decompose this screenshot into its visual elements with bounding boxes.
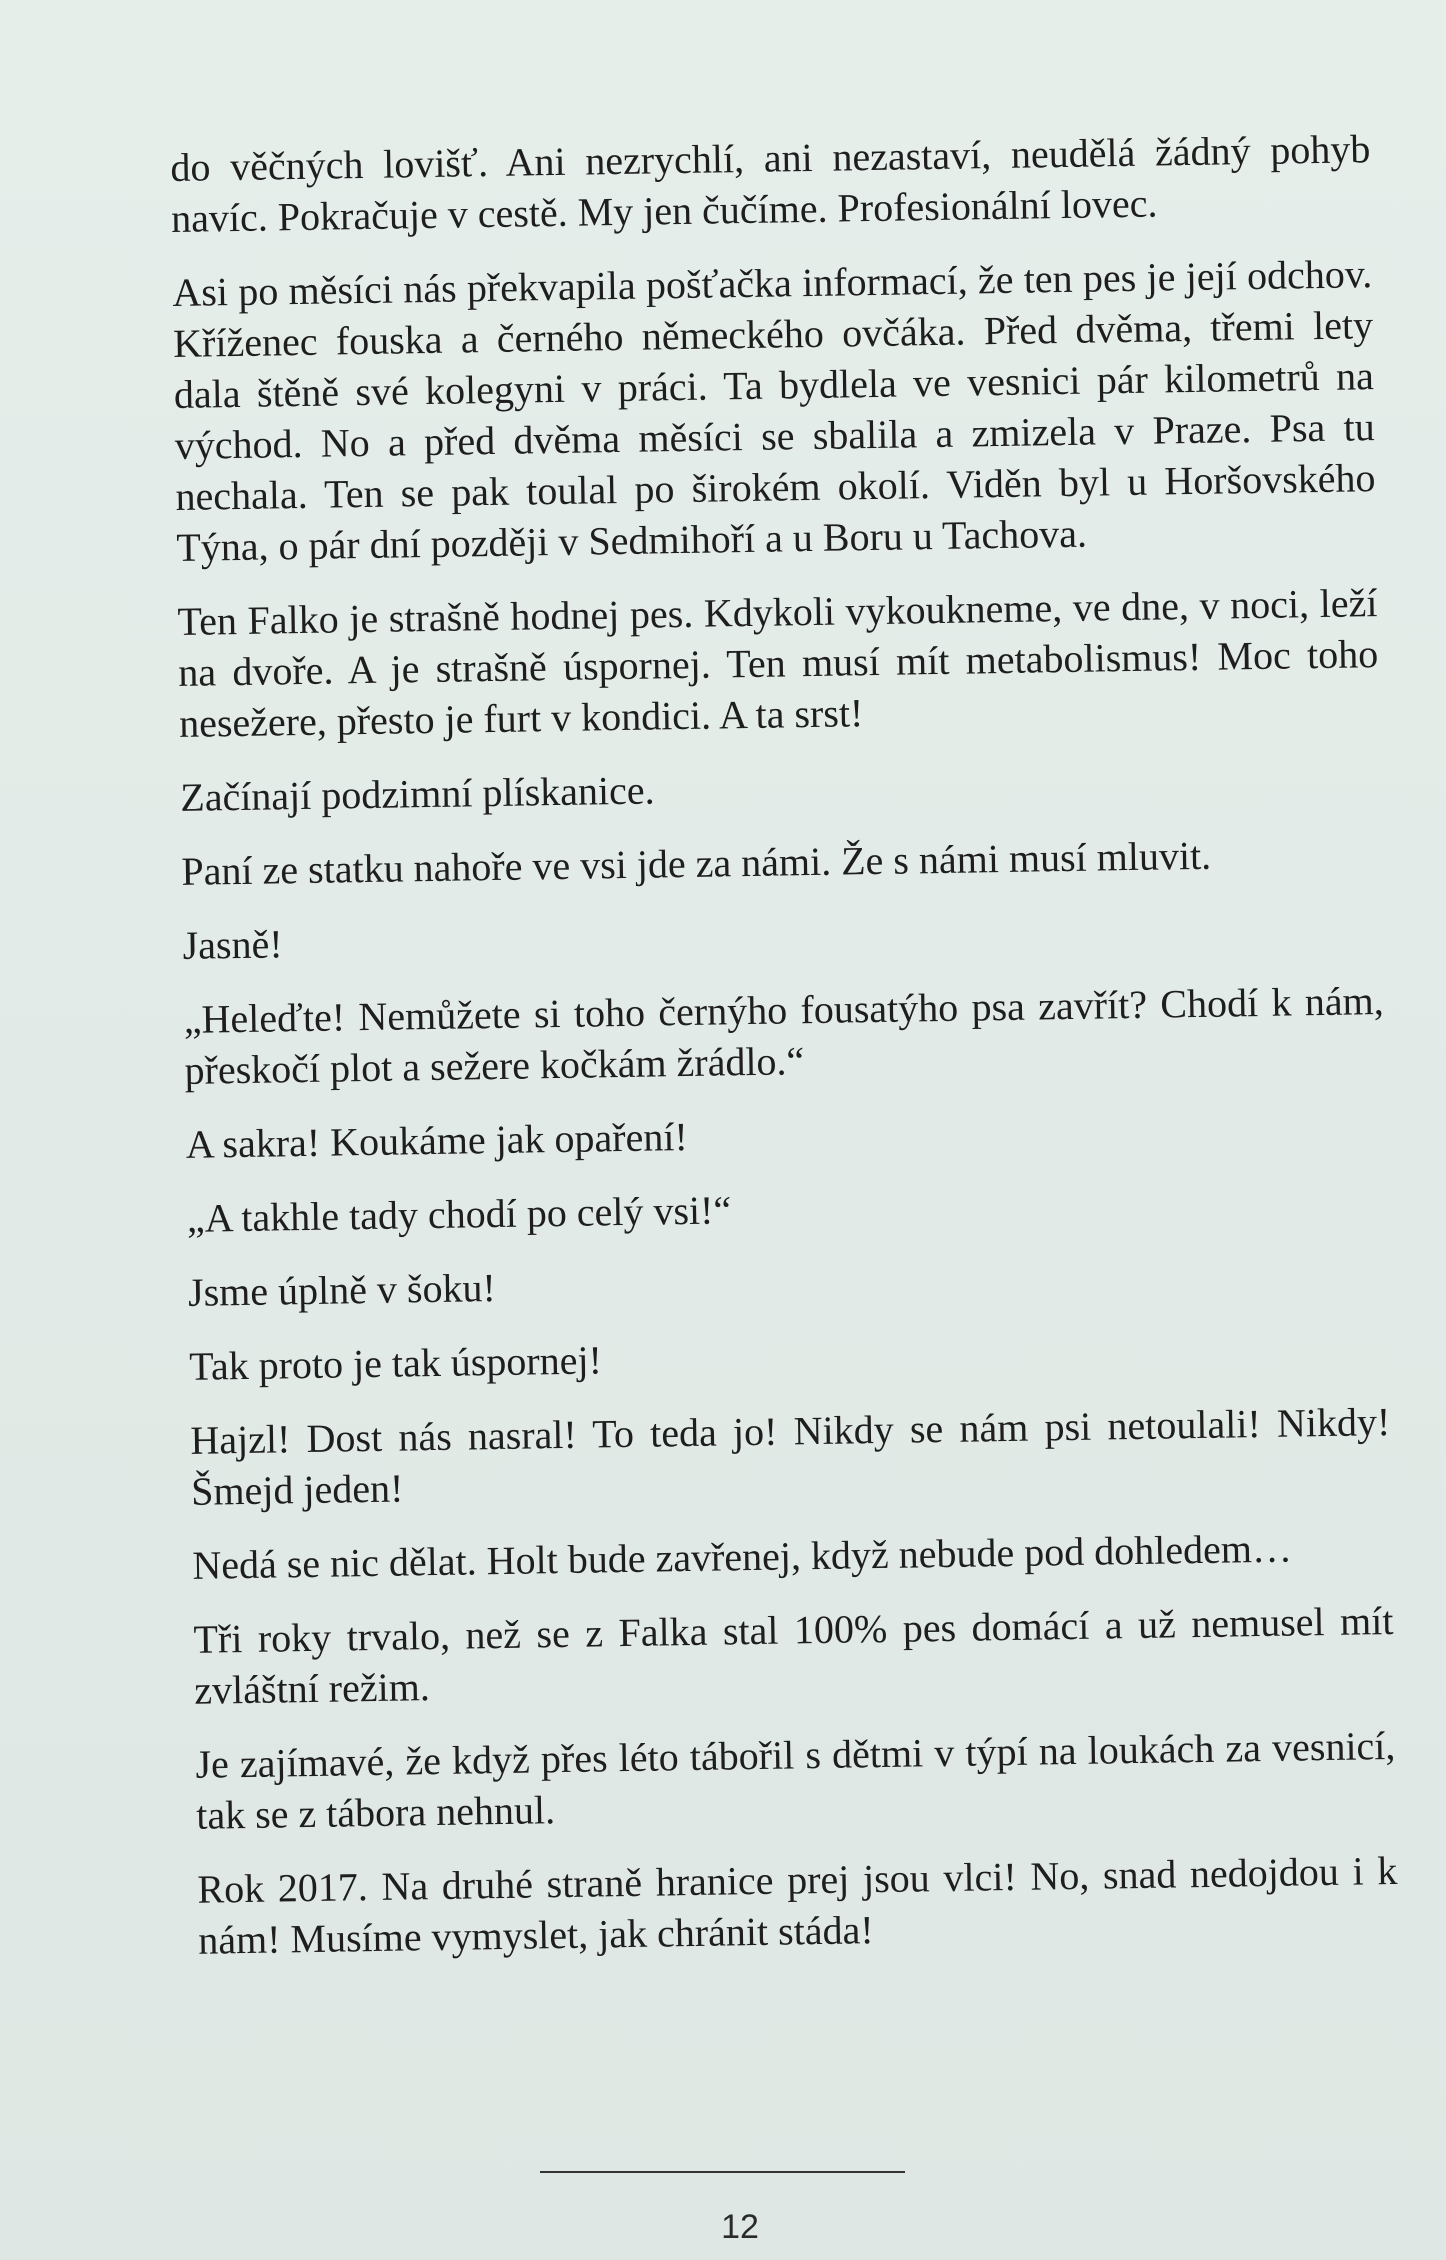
- paragraph-8: A sakra! Koukáme jak opaření!: [185, 1113, 689, 1167]
- paragraph-9: „A takhle tady chodí po celý vsi!“: [186, 1187, 732, 1241]
- paragraph-4: Začínají podzimní plískanice.: [179, 767, 655, 820]
- paragraph-10: Jsme úplně v šoku!: [187, 1265, 497, 1315]
- paragraph-1: do věčných lovišť. Ani nezrychlí, ani nezastaví, neudělá žádný pohyb navíc. Pokračuje v cestě. My jen čučíme. Profesionální lovec.: [170, 126, 1371, 241]
- paragraph-7: „Heleďte! Nemůžete si toho černýho fousatýho psa zavřít? Chodí k nám, přeskočí plot a sežere kočkám žrádlo.“: [183, 978, 1384, 1093]
- page-number: 12: [721, 2208, 759, 2246]
- paragraph-14: Tři roky trvalo, než se z Falka stal 100% pes domácí a už nemusel mít zvláštní režim.: [193, 1597, 1394, 1713]
- paragraph-3: Ten Falko je strašně hodnej pes. Kdykoli vykoukneme, ve dne, v noci, leží na dvoře. A je strašně úspornej. Ten musí mít metabolismus! Moc toho nesežere, přesto je furt v kondici. A ta srst!: [177, 580, 1379, 746]
- paragraph-11: Tak proto je tak úspornej!: [188, 1337, 603, 1389]
- paragraph-12: Hajzl! Dost nás nasral! To teda jo! Nikdy se nám psi netoulali! Nikdy! Šmejd jeden!: [190, 1398, 1391, 1514]
- footer-divider: [540, 2171, 905, 2173]
- paragraph-15: Je zajímavé, že když přes léto tábořil s dětmi v týpí na loukách za vesnicí, tak se z tábora nehnul.: [195, 1722, 1396, 1838]
- paragraph-5: Paní ze statku nahoře ve vsi jde za námi. Že s námi musí mluvit.: [181, 832, 1212, 894]
- paragraph-13: Nedá se nic dělat. Holt bude zavřenej, když nebude pod dohledem…: [192, 1525, 1293, 1588]
- paragraph-6: Jasně!: [182, 921, 283, 968]
- paragraph-2: Asi po měsíci nás překvapila pošťačka informací, že ten pes je její odchov. Kříženec fouska a černého německého ovčáka. Před dvěma, třemi lety dala štěně své kolegyni v práci. Ta bydlela ve vesnici pár kilometrů na východ. No a před dvěma měsíci se sbalila a zmizela v Praze. Psa tu nechala. Ten se pak toulal po širokém okolí. Viděn byl u Horšovského Týna, o pár dní později v Sedmihoří a u Boru u Tachova.: [172, 251, 1376, 570]
- paragraph-16: Rok 2017. Na druhé straně hranice prej jsou vlci! No, snad nedojdou i k nám! Musíme vymyslet, jak chránit stáda!: [197, 1847, 1398, 1963]
- page-body-text: [170, 123, 1399, 1989]
